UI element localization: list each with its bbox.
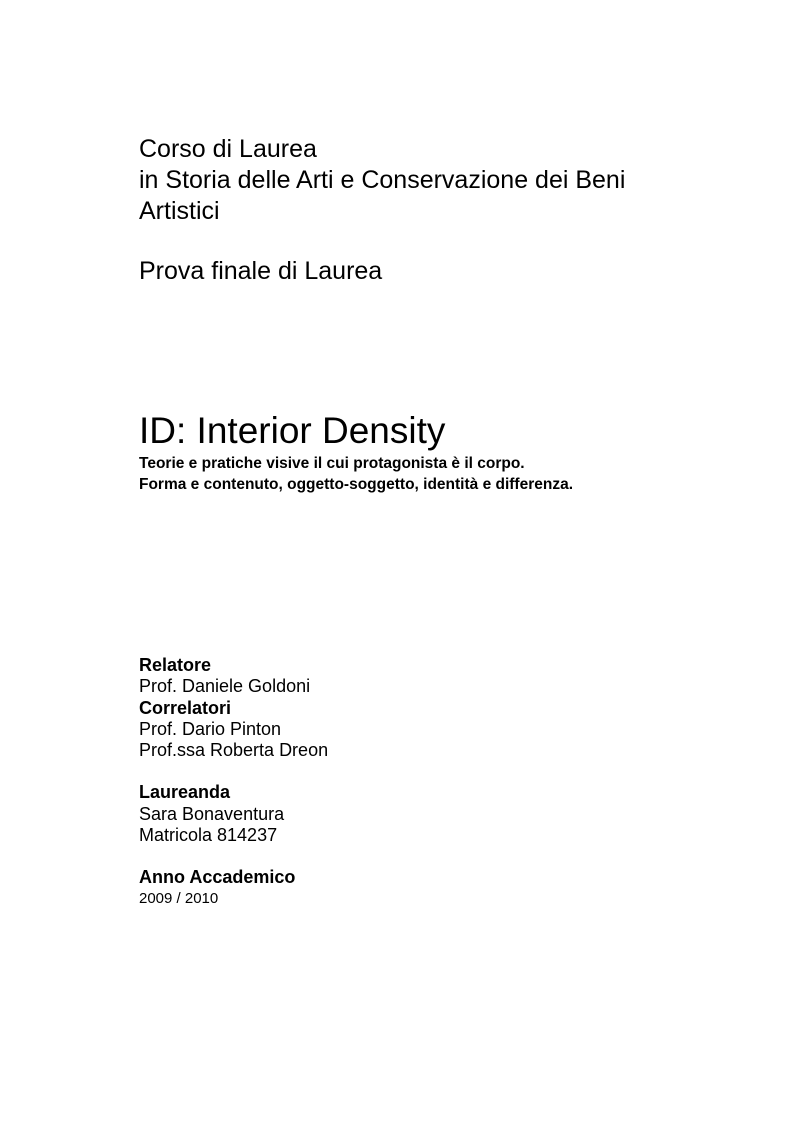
- correlatore-name-2: Prof.ssa Roberta Dreon: [139, 740, 329, 761]
- anno-label: Anno Accademico: [139, 867, 296, 888]
- course-line-2: in Storia delle Arti e Conservazione dei Beni: [139, 166, 626, 194]
- spacer: [139, 846, 328, 867]
- course-heading: [139, 134, 625, 227]
- laureanda-label: Laureanda: [139, 782, 231, 803]
- relatore-name: Prof. Daniele Goldoni: [139, 676, 311, 697]
- thesis-subtitle: [139, 453, 573, 495]
- relatore-label: Relatore: [139, 655, 212, 675]
- laureanda-matricola: Matricola 814237: [139, 825, 278, 846]
- course-line-3: Artistici: [139, 197, 220, 225]
- correlatori-label: Correlatori: [139, 697, 232, 718]
- correlatore-name-1: Prof. Dario Pinton: [139, 718, 282, 739]
- spacer: [139, 761, 328, 782]
- committee-section: [139, 655, 328, 909]
- subtitle-line-2: Forma e contenuto, oggetto-soggetto, identità e differenza.: [139, 476, 574, 493]
- subtitle-line-1: Teorie e pratiche visive il cui protagonista è il corpo.: [139, 455, 525, 472]
- anno-value: 2009 / 2010: [139, 889, 219, 907]
- prova-finale-heading: Prova finale di Laurea: [139, 257, 383, 285]
- thesis-title: ID: Interior Density: [139, 410, 446, 451]
- laureanda-name: Sara Bonaventura: [139, 803, 285, 824]
- course-line-1: Corso di Laurea: [139, 135, 317, 163]
